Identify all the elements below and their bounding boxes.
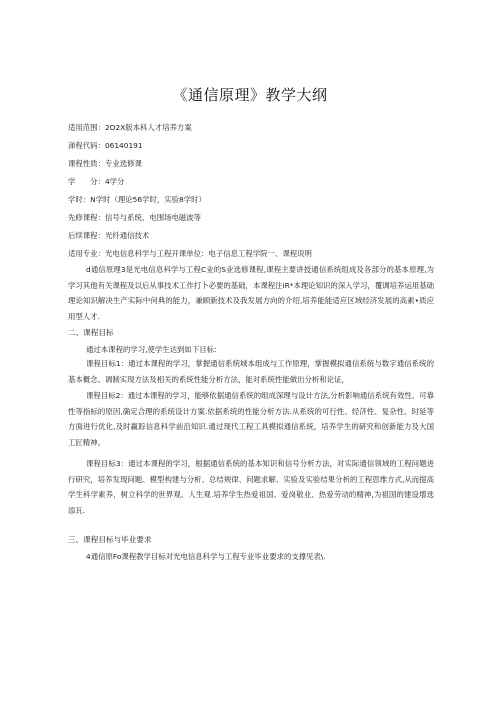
document-title: 《通信原理》教学大纲 — [172, 86, 328, 104]
meta-major-and-unit: 适用专业：光电信息科学与工程开课单位：电子信息工程学院一、课程说明 — [68, 249, 312, 258]
goal-2: 课程目标2：通过本课程的学习，能够依据通信系统的组成深理与设计方法,分析影响通信系统有效性、可靠性等指标的原因,确定合理的系统设计方案.依据系统的性能分析方法.从系统的可行性、经济性、复杂性、时延等方面进行优化,及时赢踪信息科学前沿知识.通过现代工程工具模拟通信系统，培养学生的研究和创新能力及大国工匠精神。 — [68, 391, 434, 447]
goal-3: 课程目标3：通过本课程的学习，根据通信系统的基本知识和信号分析方法，对实际通信领域的工程问题进行研究，培养发现问题、模型构建与分析、总结规律、问题求解、实验及实验结果分析的工程思维方式,从而提高学生科学素养，树立科学的世界观、人生观.培养学生热爱祖国、爱岗敬业、热爱劳动的精神,为祖国的建设增选添瓦. — [68, 459, 434, 515]
goals-lead: 通过本课程的学习,使学生达到如下目标: — [86, 345, 217, 354]
meta-scope: 适用范围：2O2X版本科人才培养方案 — [68, 123, 192, 132]
requirements-lead: 4通信原Fo课程教学目标对光电信息科学与工程专业毕业要求的支撑见表\. — [86, 552, 326, 561]
meta-prerequisites: 先修课程：信号与系统、电围场电磁波等 — [68, 213, 202, 222]
meta-course-code: 涕程代码：06140191 — [68, 141, 143, 150]
goal-1: 课程目标1：通过本课程的学习，掌握通信系统城本组成与工作原理，掌握模拟通信系统与数字通信系统的基本概念、调制实现方法及相关的系统性能分析方法，能对系统性能做出分析和论证， — [68, 359, 434, 384]
meta-course-nature: 课程性质：专业选修课 — [68, 159, 142, 168]
meta-credits: 学 分：4学分 — [68, 177, 125, 186]
meta-follow-up: 后续课程：光纤通信技术 — [68, 231, 150, 240]
section-heading-requirements: 三、课程目标与毕业要求 — [68, 535, 152, 544]
meta-hours: 学时：N学时（理论56学时，实验8学时） — [68, 195, 206, 204]
section-heading-goals: 二、课程目标 — [68, 328, 114, 337]
course-description: d通信原理3是光电信息科学与工程C业的S业选修课程,课程主要讲授通信系统组成及各部分的基本原理,为学习其他有关课程及以后从事技术工作打卜必要的基础，本课程注iR*本理论知识的深入学习，覆调培养运用基础理论知识解决生产实际中何典的能力，兼顾新技术及我发展方向的介绍,培养能能适应区域经济发展的高素•质应用型人才. — [68, 265, 434, 321]
